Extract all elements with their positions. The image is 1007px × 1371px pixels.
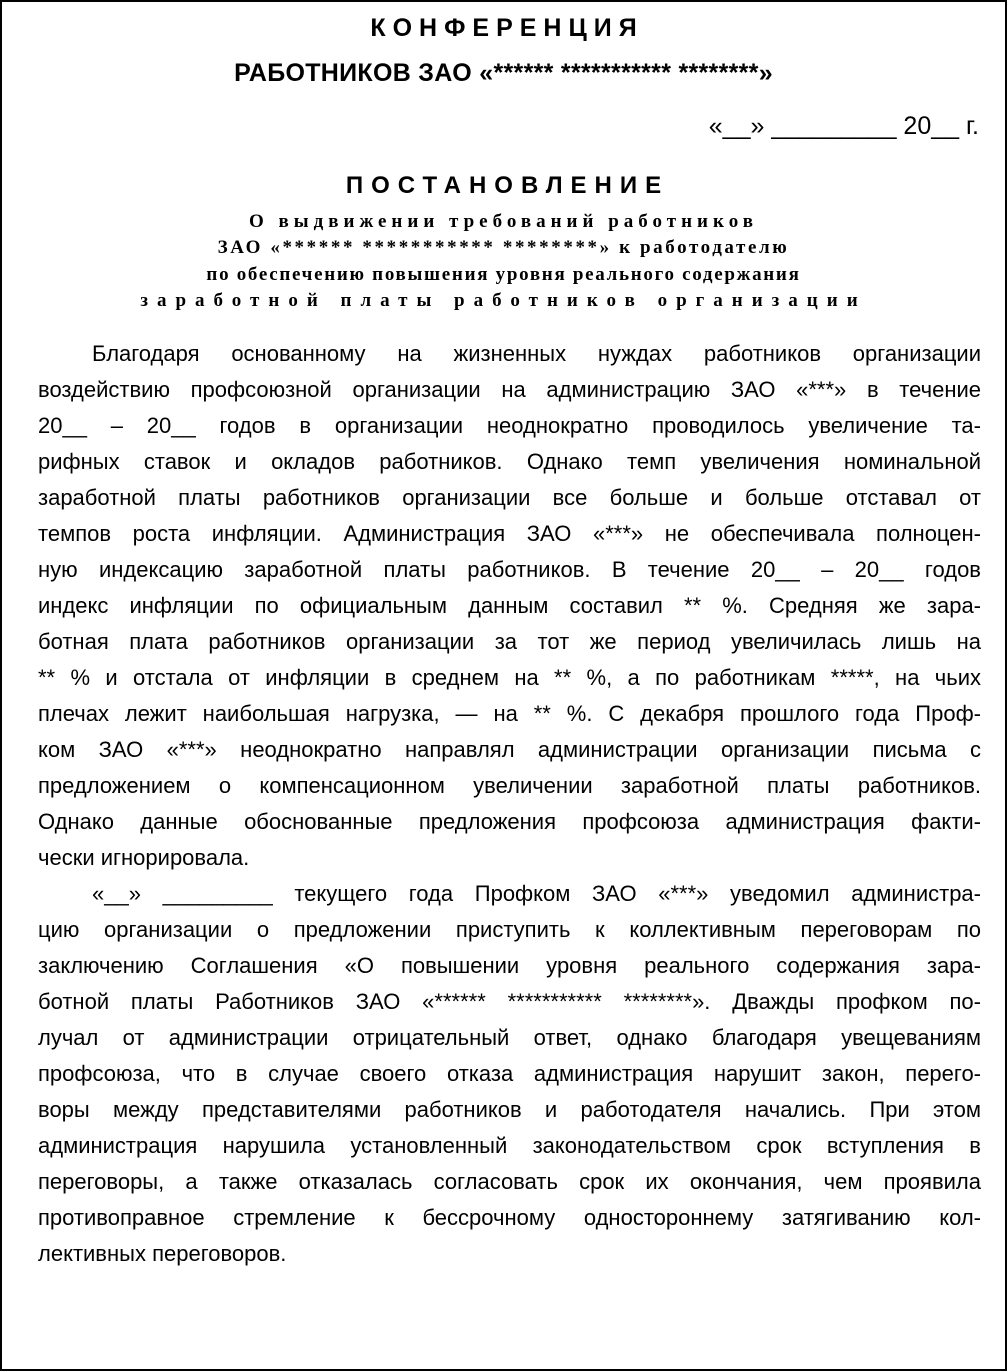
subject-line: О выдвижении требований работников [249,211,758,232]
body-line: ** % и отстала от инфляции в среднем на ** %, а по работникам *****, на чьих [38,665,981,690]
body-line: цию организации о предложении приступить к коллективным переговорам по [38,917,981,942]
subject-line: ЗАО «****** *********** ********» к работодателю [217,237,790,258]
body-line: заключению Соглашения «О повышении уровня реального содержания зара- [38,953,981,978]
body-line: переговоры, а также отказалась согласовать срок их окончания, чем проявила [38,1169,981,1194]
paragraph-1 [38,336,981,876]
body-line: Однако данные обоснованные предложения профсоюза администрация факти- [38,809,981,834]
body-line: ботная плата работников организации за тот же период увеличилась лишь на [38,629,981,654]
body-line: рифных ставок и окладов работников. Однако темп увеличения номинальной [38,449,981,474]
organization-heading: РАБОТНИКОВ ЗАО «****** *********** ********» [234,59,773,87]
body-line: воры между представителями работников и работодателя начались. При этом [38,1097,981,1122]
date-line: «__» _________ 20__ г. [708,112,979,140]
body-line: предложением о компенсационном увеличении заработной платы работников. [38,773,981,798]
subject-line: по обеспечению повышения уровня реального содержания [206,264,801,285]
body-line: плечах лежит наибольшая нагрузка, — на ** %. С декабря прошлого года Проф- [38,701,981,726]
body-line: профсоюза, что в случае своего отказа администрация нарушит закон, перего- [38,1061,981,1086]
document-title: ПОСТАНОВЛЕНИЕ [345,172,670,199]
body-line: лучал от администрации отрицательный ответ, однако благодаря увещеваниям [38,1025,981,1050]
body-line: чески игнорировала. [38,845,250,870]
body-line: ботной платы Работников ЗАО «****** *********** ********». Дважды профком по- [38,989,981,1014]
body-line: ком ЗАО «***» неоднократно направлял администрации организации письма с [38,737,981,762]
body-line: лективных переговоров. [38,1241,287,1266]
body-line: воздействию профсоюзной организации на администрацию ЗАО «***» в течение [38,377,981,402]
body-line: администрация нарушила установленный законодательством срок вступления в [38,1133,981,1158]
body-line: 20__ – 20__ годов в организации неоднократно проводилось увеличение та- [38,413,981,438]
body-line: заработной платы работников организации все больше и больше отставал от [38,485,981,510]
body-line: ную индексацию заработной платы работников. В течение 20__ – 20__ годов [38,557,981,582]
body-line: «__» _________ текущего года Профком ЗАО «***» уведомил администра- [92,881,981,906]
body-line: Благодаря основанному на жизненных нуждах работников организации [92,341,981,366]
conference-heading: КОНФЕРЕНЦИЯ [370,14,644,42]
body-line: темпов роста инфляции. Администрация ЗАО «***» не обеспечивала полноцен- [38,521,981,546]
body-line: противоправное стремление к бессрочному одностороннему затягиванию кол- [38,1205,981,1230]
document-body [38,336,981,1272]
paragraph-2 [38,876,981,1272]
body-line: индекс инфляции по официальным данным составил ** %. Средняя же зара- [38,593,981,618]
subject-line: заработной платы работников организации [140,290,867,311]
